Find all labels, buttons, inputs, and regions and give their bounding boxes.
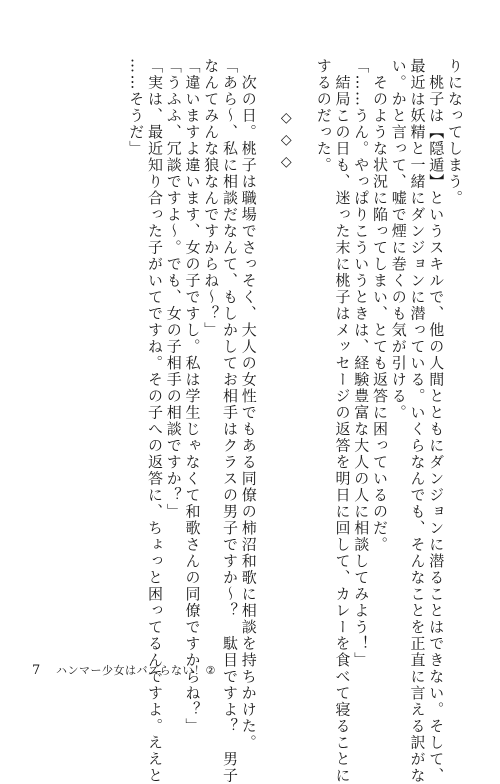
blank-line <box>297 58 313 658</box>
text-line: 「実は、最近知り合った子がいてですね。その子への返答に、ちょっと困ってるんですよ。ええと <box>146 58 164 784</box>
text-line: 結局この日も、迷った末に桃子はメッセージの返答を明日に回して、カレーを食べて寝ることに <box>333 58 352 784</box>
text-line: ……そうだ」 <box>127 58 146 157</box>
text-line: りになってしまう。 <box>446 58 464 207</box>
text-line: そのような状況に陥ってしまい、とても返答に困っているのだ。 <box>371 58 389 553</box>
page-footer <box>32 662 216 678</box>
text-line: 「違いますよ違います、女の子ですし。私は学生じゃなくて和歌さんの同僚ですからね？」 <box>183 58 202 735</box>
text-line: 「……うん。やっぱりこういうときは、経験豊富な大人の人に相談してみよう！」 <box>352 58 371 669</box>
book-title: ハンマー少女はバズらない！② <box>56 664 216 677</box>
text-line: 次の日。桃子は職場でさっそく、大人の女性でもある同僚の柿沼和歌に相談を持ちかけた。 <box>239 58 258 751</box>
text-line: 「あら～、私に相談だなんて、もしかしてお相手はクラスの男子ですか～？ 駄目ですよ？ 男子 <box>221 58 239 784</box>
text-line: 最近は妖精と一緒にダンジョンに潜っている。いくらなんでも、そんなことを正直に言える訳がな <box>408 58 427 784</box>
text-line: 「うふふ、冗談ですよ～。でも、女の子相手の相談ですか？」 <box>164 58 183 520</box>
section-divider: ◇◇◇ <box>278 110 295 176</box>
text-line: 桃子は【隠遁】というスキルで、他の人間とともにダンジョンに潜ることはできない。そして、 <box>427 58 446 784</box>
text-line: なんてみんな狼なんですからね～？」 <box>202 58 221 339</box>
blank-line <box>259 58 275 658</box>
page-number: 7 <box>32 663 41 678</box>
text-line: い。かと言って、嘘で煙に巻くのも気が引ける。 <box>389 58 408 421</box>
text-line: するのだった。 <box>314 58 333 174</box>
